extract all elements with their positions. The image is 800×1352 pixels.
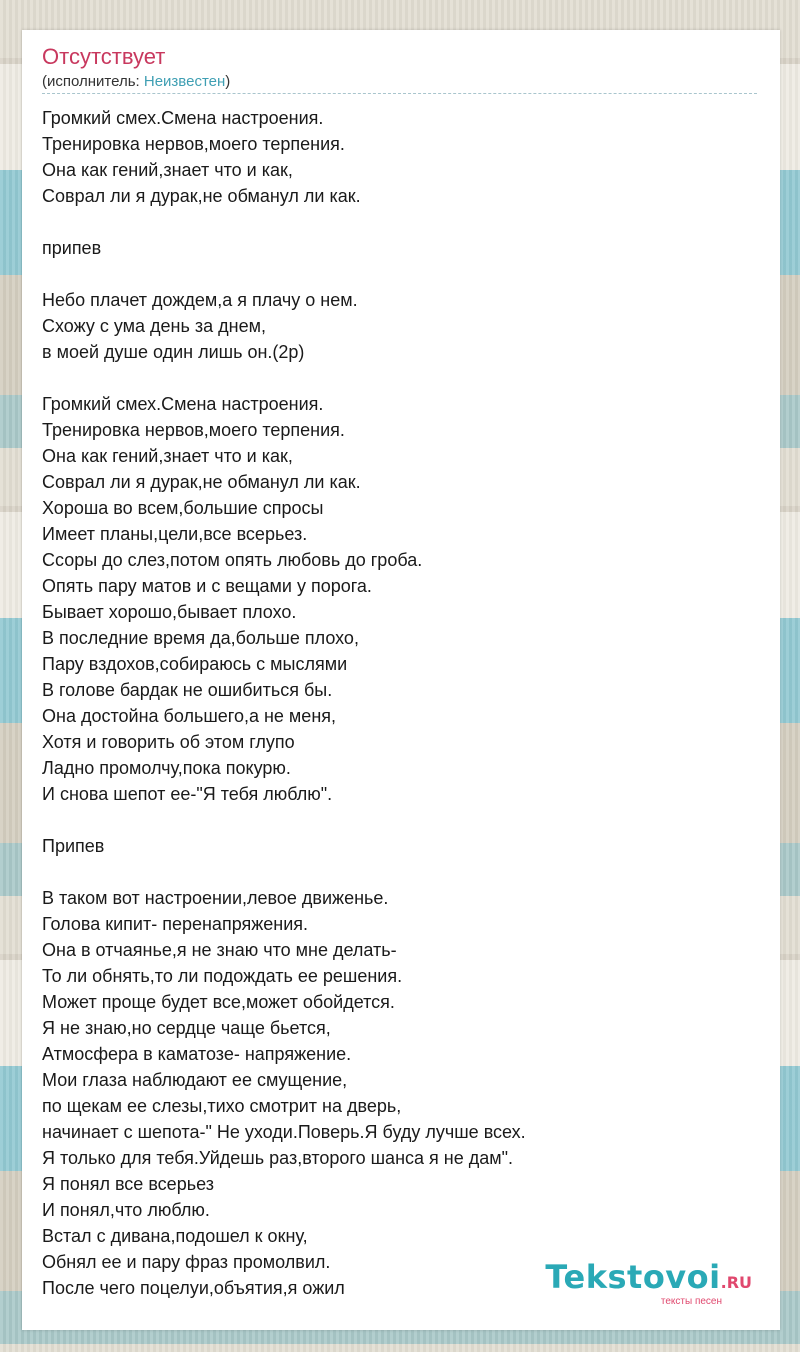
- lyric-line: И снова шепот ее-"Я тебя люблю".: [42, 784, 333, 804]
- logo-brand-name: Tekstovoi: [545, 1258, 721, 1296]
- lyric-line: Она как гений,знает что и как,: [42, 446, 293, 466]
- lyric-line: Припев: [42, 836, 105, 856]
- artist-suffix: ): [225, 73, 231, 90]
- lyric-line: Ладно промолчу,пока покурю.: [42, 758, 291, 778]
- lyric-line: Мои глаза наблюдают ее смущение,: [42, 1070, 348, 1090]
- lyric-line: В последние время да,больше плохо,: [42, 628, 359, 648]
- site-logo[interactable]: [545, 1260, 752, 1308]
- lyric-line: Громкий смех.Смена настроения.: [42, 394, 324, 414]
- lyric-line: в моей душе один лишь он.(2р): [42, 342, 305, 362]
- artist-line: [42, 72, 230, 92]
- lyrics-text: [42, 105, 762, 1301]
- lyric-blank-line: [42, 209, 762, 235]
- logo-tagline: тексты песен: [660, 1296, 722, 1307]
- artist-prefix: (исполнитель:: [42, 73, 144, 90]
- lyric-line: Бывает хорошо,бывает плохо.: [42, 602, 297, 622]
- lyric-blank-line: [42, 261, 762, 287]
- artist-link[interactable]: Неизвестен: [143, 73, 226, 90]
- lyric-line: И понял,что люблю.: [42, 1200, 210, 1220]
- lyric-line: Я только для тебя.Уйдешь раз,второго шанса я не дам".: [42, 1148, 513, 1168]
- lyric-line: припев: [42, 238, 102, 258]
- lyric-line: Обнял ее и пару фраз промолвил.: [42, 1252, 331, 1272]
- lyric-line: Имеет планы,цели,все всерьез.: [42, 524, 308, 544]
- lyric-line: После чего поцелуи,объятия,я ожил: [42, 1278, 345, 1298]
- lyric-line: Я понял все всерьез: [42, 1174, 214, 1194]
- lyric-line: То ли обнять,то ли подождать ее решения.: [42, 966, 403, 986]
- lyric-line: Она в отчаянье,я не знаю что мне делать-: [42, 940, 397, 960]
- lyric-line: Небо плачет дождем,а я плачу о нем.: [42, 290, 358, 310]
- header-divider: [42, 93, 757, 94]
- song-title: Отсутствует: [42, 44, 166, 69]
- lyric-line: Встал с дивана,подошел к окну,: [42, 1226, 308, 1246]
- lyric-line: Она как гений,знает что и как,: [42, 160, 293, 180]
- lyrics-card: [22, 30, 780, 1330]
- lyric-line: по щекам ее слезы,тихо смотрит на дверь,: [42, 1096, 402, 1116]
- logo-tld: .RU: [720, 1273, 752, 1292]
- lyric-line: Хороша во всем,большие спросы: [42, 498, 324, 518]
- lyric-blank-line: [42, 365, 762, 391]
- lyric-line: Ссоры до слез,потом опять любовь до гроба.: [42, 550, 423, 570]
- logo-brand: [545, 1260, 752, 1300]
- lyric-line: начинает с шепота-" Не уходи.Поверь.Я буду лучше всех.: [42, 1122, 526, 1142]
- lyric-line: В таком вот настроении,левое движенье.: [42, 888, 389, 908]
- lyric-line: Соврал ли я дурак,не обманул ли как.: [42, 186, 361, 206]
- lyric-line: Схожу с ума день за днем,: [42, 316, 266, 336]
- lyric-line: Пару вздохов,собираюсь с мыслями: [42, 654, 348, 674]
- lyric-line: Она достойна большего,а не меня,: [42, 706, 337, 726]
- lyric-line: Громкий смех.Смена настроения.: [42, 108, 324, 128]
- lyric-line: Хотя и говорить об этом глупо: [42, 732, 295, 752]
- lyric-blank-line: [42, 807, 762, 833]
- lyric-line: Соврал ли я дурак,не обманул ли как.: [42, 472, 361, 492]
- lyric-line: В голове бардак не ошибиться бы.: [42, 680, 333, 700]
- lyric-line: Тренировка нервов,моего терпения.: [42, 420, 345, 440]
- lyric-line: Атмосфера в каматозе- напряжение.: [42, 1044, 352, 1064]
- lyric-line: Опять пару матов и с вещами у порога.: [42, 576, 372, 596]
- lyric-blank-line: [42, 859, 762, 885]
- lyric-line: Голова кипит- перенапряжения.: [42, 914, 309, 934]
- lyric-line: Я не знаю,но сердце чаще бьется,: [42, 1018, 331, 1038]
- lyric-line: Тренировка нервов,моего терпения.: [42, 134, 345, 154]
- lyric-line: Может проще будет все,может обойдется.: [42, 992, 395, 1012]
